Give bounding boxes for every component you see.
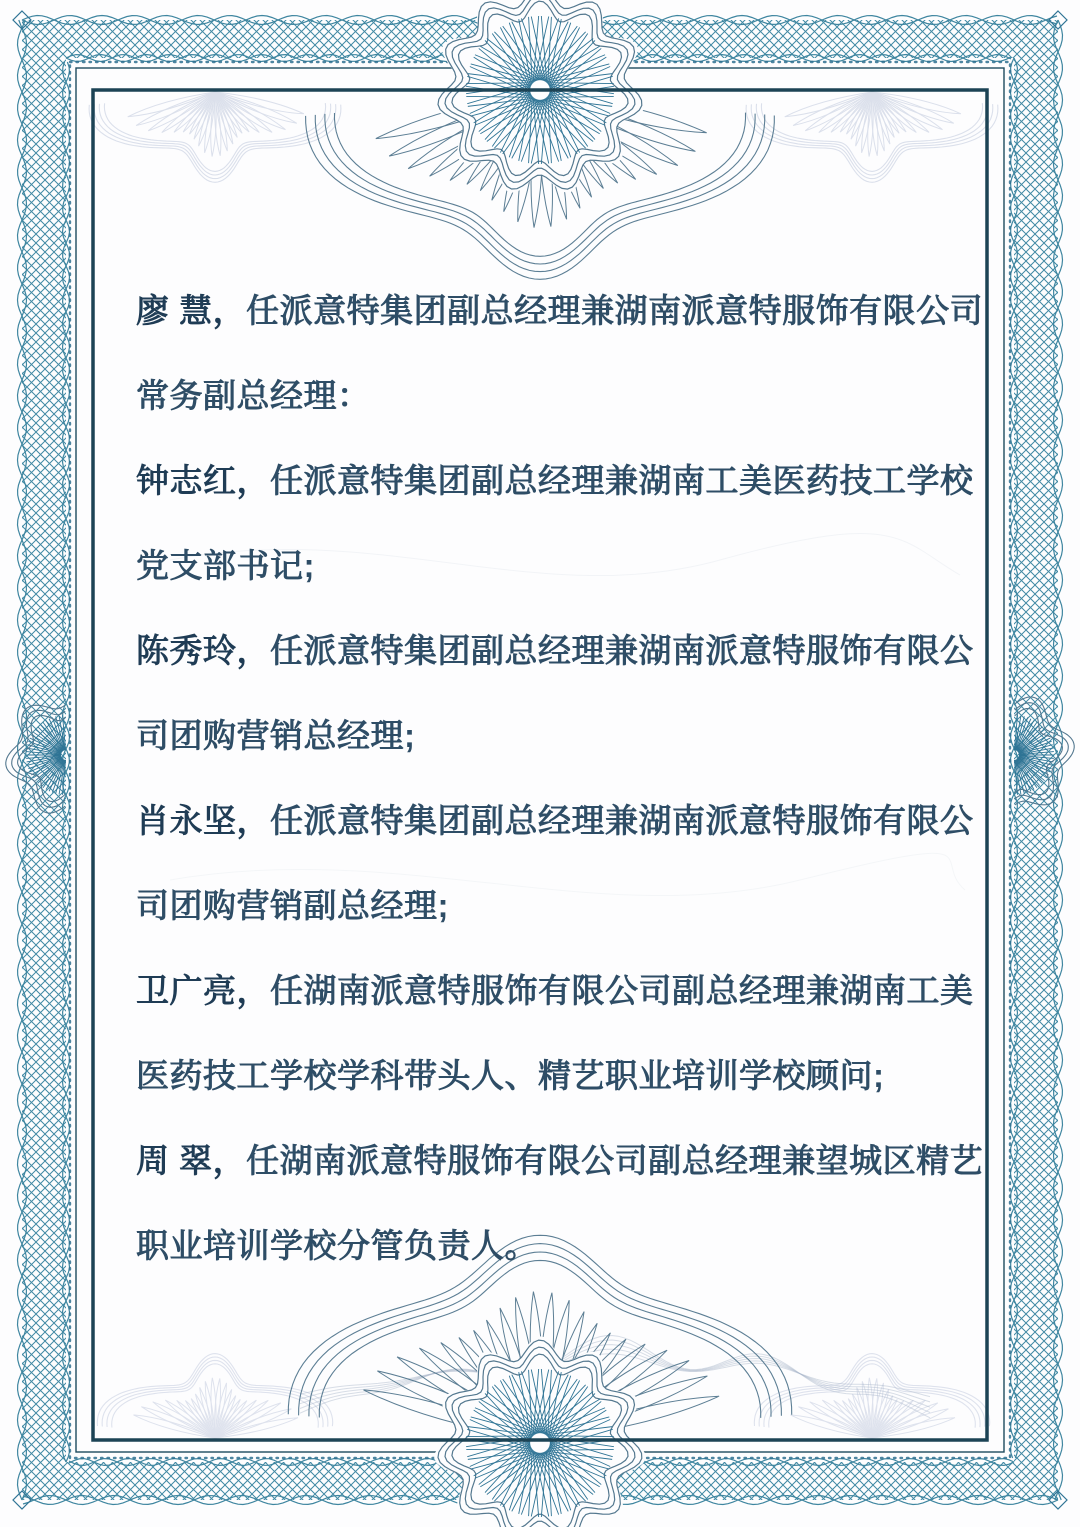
appointment-text: 任湖南派意特服饰有限公司副总经理兼望城区精艺 <box>246 1142 984 1179</box>
body-line <box>136 1203 976 1288</box>
body-line <box>136 1118 984 1203</box>
appointment-text: 职业培训学校分管负责人。 <box>136 1227 538 1264</box>
appointment-text: 党支部书记; <box>136 547 315 584</box>
body-line <box>136 778 976 863</box>
body-line <box>136 1033 976 1118</box>
appointment-text: 任派意特集团副总经理兼湖南派意特服饰有限公司 <box>246 292 984 329</box>
person-name: 钟志红， <box>136 462 270 499</box>
person-name: 廖 慧， <box>136 292 247 329</box>
appointment-text: 司团购营销总经理; <box>136 717 416 754</box>
body-line <box>136 608 976 693</box>
body-line <box>136 863 976 948</box>
appointment-text: 任湖南派意特服饰有限公司副总经理兼湖南工美 <box>270 972 974 1009</box>
body-line <box>136 438 976 523</box>
appointment-text: 任派意特集团副总经理兼湖南派意特服饰有限公 <box>270 802 974 839</box>
appointment-text: 司团购营销副总经理; <box>136 887 449 924</box>
person-name: 陈秀玲， <box>136 632 270 669</box>
body-line <box>136 523 976 608</box>
body-line <box>136 353 976 438</box>
body-line <box>136 948 976 1033</box>
person-name: 肖永坚， <box>136 802 270 839</box>
appointment-text: 任派意特集团副总经理兼湖南派意特服饰有限公 <box>270 632 974 669</box>
appointment-text: 常务副总经理： <box>136 377 371 414</box>
body-line <box>136 693 976 778</box>
appointment-text: 任派意特集团副总经理兼湖南工美医药技工学校 <box>270 462 974 499</box>
body-line <box>136 268 984 353</box>
person-name: 周 翠， <box>136 1142 247 1179</box>
notice-body <box>136 268 984 1288</box>
appointment-text: 医药技工学校学科带头人、精艺职业培训学校顾问; <box>136 1057 885 1094</box>
person-name: 卫广亮， <box>136 972 270 1009</box>
